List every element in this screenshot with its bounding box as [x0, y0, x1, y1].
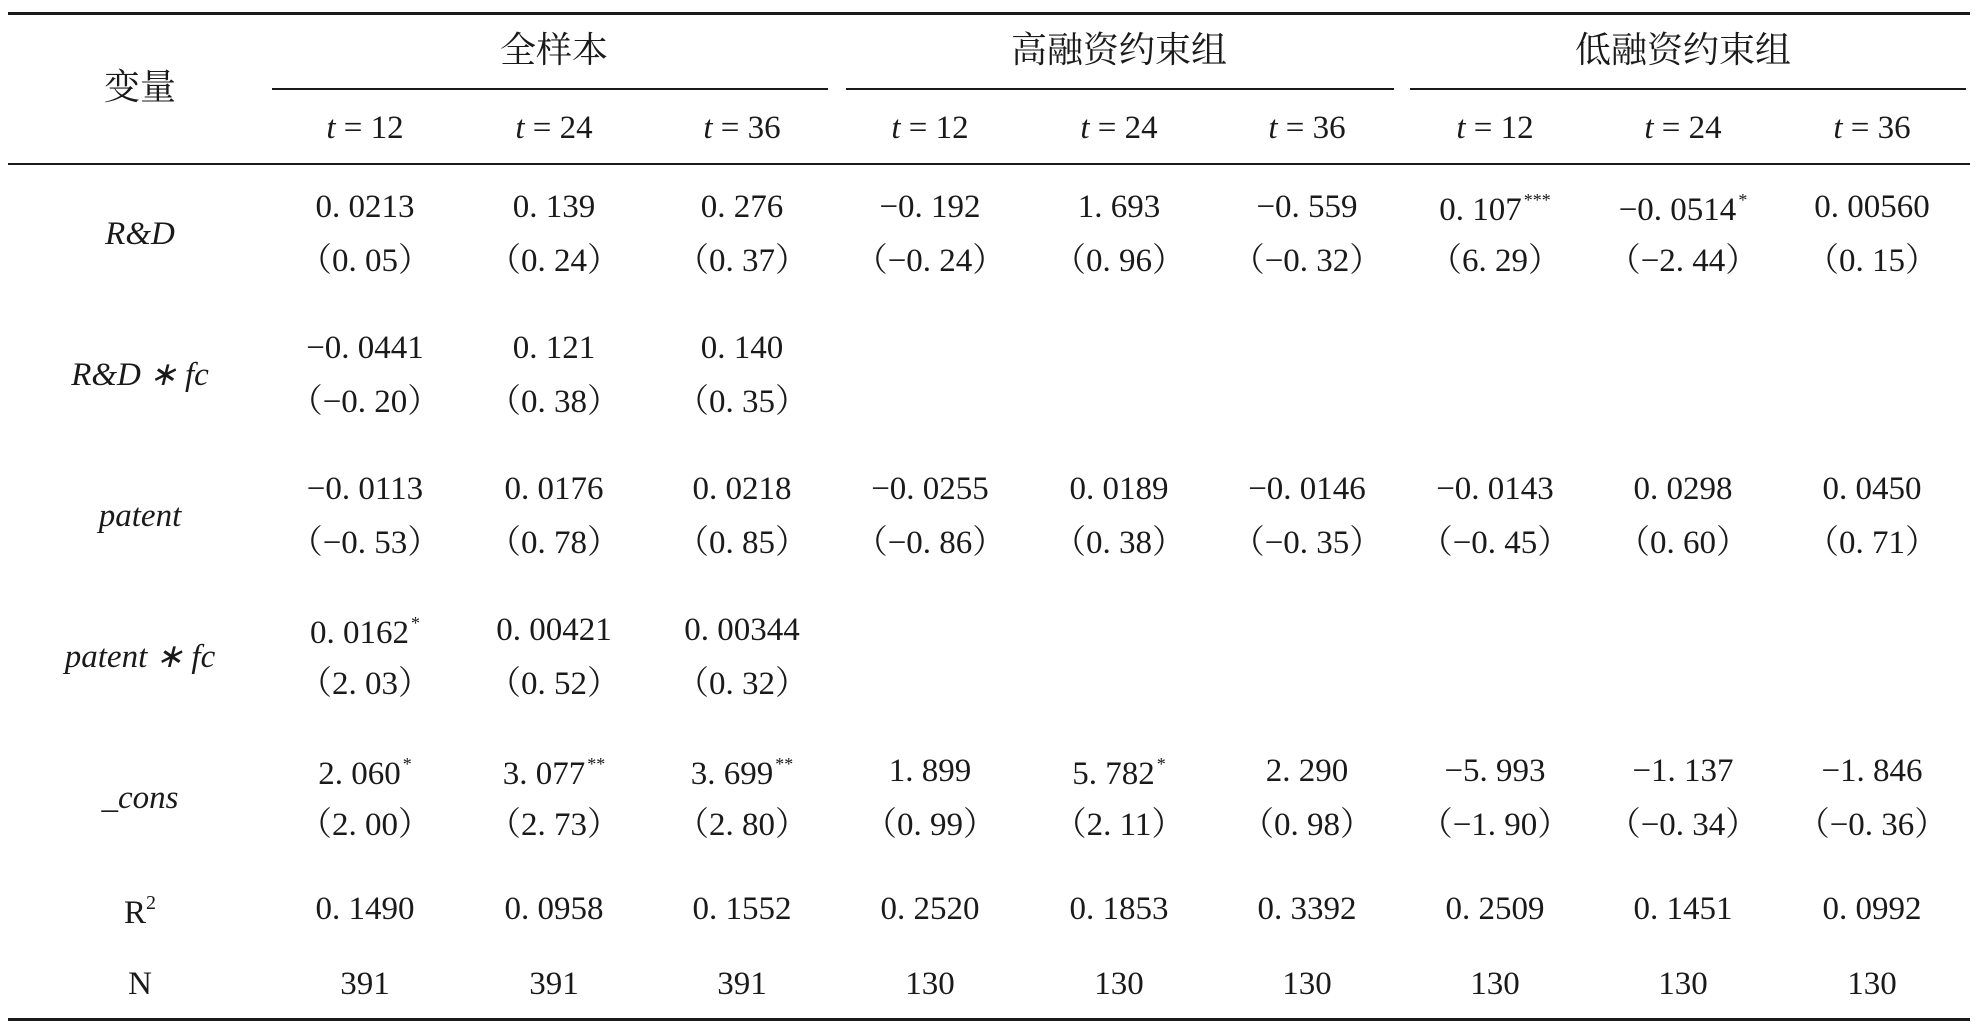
row-label-text: patent	[98, 498, 182, 534]
t-statistic-value: （−2. 44）	[1607, 243, 1759, 279]
t-statistic-value: （0. 52）	[488, 666, 620, 702]
n-cell	[270, 968, 460, 1001]
period-header	[1400, 112, 1590, 145]
r-squared-cell	[647, 893, 837, 926]
row-label-text: R&D ∗ fc	[71, 357, 209, 393]
t-statistic-value: （0. 96）	[1053, 243, 1185, 279]
coefficient-value: 0. 0218	[692, 471, 792, 507]
t-statistic-value: （−0. 20）	[289, 384, 441, 420]
n-value: 130	[1847, 966, 1897, 1002]
t-statistic-cell	[642, 668, 842, 701]
period-equals: =	[1277, 110, 1313, 146]
period-header	[1024, 112, 1214, 145]
coefficient-value: 5. 782	[1072, 756, 1155, 792]
t-statistic-value: （−0. 45）	[1419, 525, 1571, 561]
t-statistic-cell	[265, 386, 465, 419]
t-statistic-cell	[1207, 245, 1407, 278]
n-cell	[1024, 968, 1214, 1001]
r-squared-label-text: R	[123, 895, 146, 931]
n-cell	[1588, 968, 1778, 1001]
coefficient-value: 0. 0213	[315, 189, 415, 225]
r-squared-cell	[835, 893, 1025, 926]
t-statistic-value: （−0. 34）	[1607, 807, 1759, 843]
t-statistic-cell	[454, 527, 654, 560]
coefficient-value: 2. 290	[1265, 753, 1349, 789]
coefficient-cell	[647, 614, 837, 647]
coefficient-cell	[1024, 755, 1214, 791]
coefficient-value: 1. 693	[1077, 189, 1161, 225]
coefficient-cell	[459, 191, 649, 224]
n-value: 130	[905, 966, 955, 1002]
t-statistic-cell	[1583, 809, 1783, 842]
period-equals: =	[1465, 110, 1501, 146]
t-statistic-value: （2. 73）	[488, 807, 620, 843]
coefficient-value: 0. 140	[700, 330, 784, 366]
coefficient-value: −0. 0255	[871, 471, 989, 507]
t-statistic-cell	[454, 809, 654, 842]
period-header	[1777, 112, 1967, 145]
top-rule	[8, 12, 1970, 15]
t-statistic-value: （0. 15）	[1806, 243, 1938, 279]
n-value: 130	[1658, 966, 1708, 1002]
t-statistic-value: （0. 85）	[676, 525, 808, 561]
coefficient-value: 3. 699	[690, 756, 774, 792]
coefficient-value: 2. 060	[318, 756, 401, 792]
r-squared-label	[80, 893, 200, 930]
t-statistic-cell	[830, 809, 1030, 842]
t-statistic-value: （0. 38）	[488, 384, 620, 420]
t-statistic-cell	[1583, 245, 1783, 278]
coefficient-value: 1. 899	[888, 753, 972, 789]
period-value: 24	[559, 110, 593, 146]
row-label	[20, 359, 260, 392]
coefficient-value: 3. 077	[502, 756, 586, 792]
period-header	[835, 112, 1025, 145]
t-statistic-cell	[642, 527, 842, 560]
t-statistic-cell	[1207, 809, 1407, 842]
period-header	[1588, 112, 1778, 145]
t-statistic-value: （2. 80）	[676, 807, 808, 843]
coefficient-value: −0. 0146	[1248, 471, 1366, 507]
period-variable: t	[1833, 110, 1843, 146]
n-cell	[459, 968, 649, 1001]
group-rule-full-sample	[272, 88, 828, 90]
row-label	[20, 218, 260, 251]
coefficient-value: 0. 139	[512, 189, 596, 225]
coefficient-cell	[1588, 473, 1778, 506]
r-squared-cell	[1588, 893, 1778, 926]
period-variable: t	[1080, 110, 1090, 146]
coefficient-cell	[1400, 473, 1590, 506]
group-header-text: 高融资约束组	[1010, 30, 1227, 71]
coefficient-cell	[647, 755, 837, 791]
row-label-text: _cons	[101, 780, 179, 816]
coefficient-value: −0. 0143	[1436, 471, 1554, 507]
t-statistic-value: （−0. 32）	[1231, 243, 1383, 279]
coefficient-value: 0. 0189	[1069, 471, 1169, 507]
coefficient-cell	[835, 473, 1025, 506]
period-equals: =	[900, 110, 936, 146]
coefficient-cell	[835, 755, 1025, 788]
r-squared-value: 0. 0992	[1822, 891, 1922, 927]
r-squared-value: 0. 3392	[1257, 891, 1357, 927]
t-statistic-cell	[642, 809, 842, 842]
period-variable: t	[1268, 110, 1278, 146]
coefficient-value: 0. 0162	[310, 615, 409, 651]
coefficient-cell	[1777, 473, 1967, 506]
period-variable: t	[1456, 110, 1466, 146]
coefficient-value: −0. 559	[1256, 189, 1358, 225]
coefficient-cell	[459, 473, 649, 506]
group-header-text: 全样本	[499, 30, 608, 71]
n-cell	[647, 968, 837, 1001]
group-header	[1473, 30, 1893, 71]
coefficient-value: 0. 0176	[504, 471, 604, 507]
n-value: 391	[529, 966, 579, 1002]
coefficient-cell	[835, 191, 1025, 224]
t-statistic-value: （−1. 90）	[1419, 807, 1571, 843]
period-value: 36	[747, 110, 781, 146]
coefficient-cell	[647, 191, 837, 224]
n-value: 130	[1470, 966, 1520, 1002]
t-statistic-cell	[642, 386, 842, 419]
coefficient-value: 0. 00421	[496, 612, 612, 648]
n-value: 130	[1094, 966, 1144, 1002]
t-statistic-value: （2. 03）	[299, 666, 431, 702]
period-header	[270, 112, 460, 145]
t-statistic-cell	[1583, 527, 1783, 560]
n-cell	[1777, 968, 1967, 1001]
t-statistic-value: （0. 24）	[488, 243, 620, 279]
n-label	[80, 968, 200, 1001]
t-statistic-value: （−0. 53）	[289, 525, 441, 561]
t-statistic-cell	[830, 527, 1030, 560]
coefficient-cell	[1777, 191, 1967, 224]
coefficient-cell	[1212, 755, 1402, 788]
period-value: 24	[1124, 110, 1158, 146]
coefficient-value: 0. 0450	[1822, 471, 1922, 507]
period-variable: t	[703, 110, 713, 146]
t-statistic-cell	[454, 386, 654, 419]
coefficient-value: −1. 137	[1632, 753, 1734, 789]
period-header	[1212, 112, 1402, 145]
t-statistic-cell	[1395, 245, 1595, 278]
period-equals: =	[712, 110, 748, 146]
r-squared-cell	[459, 893, 649, 926]
period-value: 36	[1877, 110, 1911, 146]
coefficient-value: 0. 00344	[684, 612, 800, 648]
r-squared-value: 0. 2509	[1445, 891, 1545, 927]
period-value: 36	[1312, 110, 1346, 146]
r-squared-cell	[1212, 893, 1402, 926]
coefficient-value: 0. 0298	[1633, 471, 1733, 507]
period-variable: t	[891, 110, 901, 146]
period-equals: =	[524, 110, 560, 146]
coefficient-cell	[270, 755, 460, 791]
variable-header-text: 变量	[103, 67, 176, 108]
n-cell	[1212, 968, 1402, 1001]
coefficient-value: 0. 107	[1439, 192, 1522, 228]
coefficient-cell	[270, 191, 460, 224]
period-value: 12	[370, 110, 404, 146]
coefficient-cell	[1588, 191, 1778, 227]
coefficient-value: −0. 0441	[306, 330, 424, 366]
period-value: 24	[1688, 110, 1722, 146]
significance-stars: *	[402, 754, 412, 774]
coefficient-value: 0. 00560	[1814, 189, 1930, 225]
r-squared-value: 0. 1552	[692, 891, 792, 927]
coefficient-value: −0. 192	[879, 189, 981, 225]
n-cell	[1400, 968, 1590, 1001]
coefficient-cell	[1212, 473, 1402, 506]
t-statistic-cell	[265, 245, 465, 278]
t-statistic-value: （0. 05）	[299, 243, 431, 279]
row-label	[20, 500, 260, 533]
coefficient-cell	[647, 332, 837, 365]
t-statistic-value: （−0. 36）	[1796, 807, 1948, 843]
t-statistic-value: （−0. 86）	[854, 525, 1006, 561]
r-squared-value: 0. 1451	[1633, 891, 1733, 927]
r-squared-cell	[1400, 893, 1590, 926]
row-label	[20, 641, 260, 674]
t-statistic-cell	[1772, 527, 1972, 560]
significance-stars: ***	[1523, 190, 1551, 210]
coefficient-value: −0. 0514	[1618, 192, 1737, 228]
group-header	[344, 30, 764, 71]
t-statistic-cell	[1207, 527, 1407, 560]
period-header	[459, 112, 649, 145]
coefficient-cell	[459, 332, 649, 365]
t-statistic-value: （6. 29）	[1429, 243, 1561, 279]
period-value: 12	[1500, 110, 1534, 146]
significance-stars: **	[775, 754, 794, 774]
coefficient-cell	[1024, 473, 1214, 506]
period-equals: =	[335, 110, 371, 146]
n-value: 130	[1282, 966, 1332, 1002]
header-rule	[8, 163, 1970, 165]
t-statistic-cell	[1772, 245, 1972, 278]
row-label	[20, 782, 260, 815]
coefficient-cell	[1400, 755, 1590, 788]
period-variable: t	[1644, 110, 1654, 146]
coefficient-cell	[270, 614, 460, 650]
coefficient-cell	[1400, 191, 1590, 227]
significance-stars: *	[411, 613, 420, 633]
r-squared-superscript: 2	[146, 892, 156, 914]
t-statistic-cell	[1772, 809, 1972, 842]
coefficient-cell	[270, 473, 460, 506]
t-statistic-cell	[1019, 809, 1219, 842]
row-label-text: R&D	[105, 216, 175, 252]
coefficient-value: −0. 0113	[306, 471, 424, 507]
n-cell	[835, 968, 1025, 1001]
t-statistic-cell	[642, 245, 842, 278]
coefficient-cell	[459, 755, 649, 791]
variable-header	[40, 67, 240, 108]
coefficient-cell	[1588, 755, 1778, 788]
r-squared-value: 0. 1853	[1069, 891, 1169, 927]
t-statistic-cell	[265, 809, 465, 842]
n-label-text: N	[128, 966, 152, 1002]
t-statistic-value: （0. 32）	[676, 666, 808, 702]
n-value: 391	[717, 966, 767, 1002]
n-value: 391	[340, 966, 390, 1002]
t-statistic-value: （2. 11）	[1053, 807, 1185, 843]
r-squared-value: 0. 2520	[880, 891, 980, 927]
t-statistic-cell	[1395, 809, 1595, 842]
coefficient-value: −1. 846	[1821, 753, 1923, 789]
r-squared-cell	[1777, 893, 1967, 926]
r-squared-value: 0. 0958	[504, 891, 604, 927]
significance-stars: **	[587, 754, 606, 774]
period-value: 12	[935, 110, 969, 146]
group-header-text: 低融资约束组	[1574, 30, 1791, 71]
t-statistic-cell	[1019, 527, 1219, 560]
significance-stars: *	[1738, 190, 1748, 210]
period-variable: t	[326, 110, 336, 146]
period-equals: =	[1089, 110, 1125, 146]
period-equals: =	[1842, 110, 1878, 146]
t-statistic-cell	[1395, 527, 1595, 560]
period-header	[647, 112, 837, 145]
t-statistic-cell	[265, 668, 465, 701]
coefficient-cell	[270, 332, 460, 365]
period-variable: t	[515, 110, 525, 146]
coefficient-value: −5. 993	[1444, 753, 1546, 789]
t-statistic-cell	[454, 668, 654, 701]
t-statistic-value: （0. 99）	[864, 807, 996, 843]
t-statistic-value: （−0. 24）	[854, 243, 1006, 279]
t-statistic-cell	[265, 527, 465, 560]
group-rule-high-constraint	[846, 88, 1394, 90]
coefficient-cell	[459, 614, 649, 647]
t-statistic-value: （0. 98）	[1241, 807, 1373, 843]
t-statistic-cell	[1019, 245, 1219, 278]
t-statistic-value: （0. 60）	[1617, 525, 1749, 561]
t-statistic-value: （0. 78）	[488, 525, 620, 561]
row-label-text: patent ∗ fc	[64, 639, 216, 675]
coefficient-cell	[647, 473, 837, 506]
r-squared-cell	[270, 893, 460, 926]
r-squared-cell	[1024, 893, 1214, 926]
t-statistic-value: （0. 35）	[676, 384, 808, 420]
group-header	[909, 30, 1329, 71]
t-statistic-cell	[830, 245, 1030, 278]
t-statistic-value: （−0. 35）	[1231, 525, 1383, 561]
bottom-rule	[8, 1018, 1970, 1021]
group-rule-low-constraint	[1410, 88, 1966, 90]
t-statistic-value: （0. 38）	[1053, 525, 1185, 561]
coefficient-value: 0. 276	[700, 189, 784, 225]
t-statistic-value: （0. 37）	[676, 243, 808, 279]
significance-stars: *	[1156, 754, 1166, 774]
coefficient-cell	[1024, 191, 1214, 224]
period-equals: =	[1653, 110, 1689, 146]
r-squared-value: 0. 1490	[315, 891, 415, 927]
t-statistic-cell	[454, 245, 654, 278]
t-statistic-value: （0. 71）	[1806, 525, 1938, 561]
t-statistic-value: （2. 00）	[299, 807, 431, 843]
coefficient-cell	[1212, 191, 1402, 224]
coefficient-value: 0. 121	[512, 330, 596, 366]
coefficient-cell	[1777, 755, 1967, 788]
